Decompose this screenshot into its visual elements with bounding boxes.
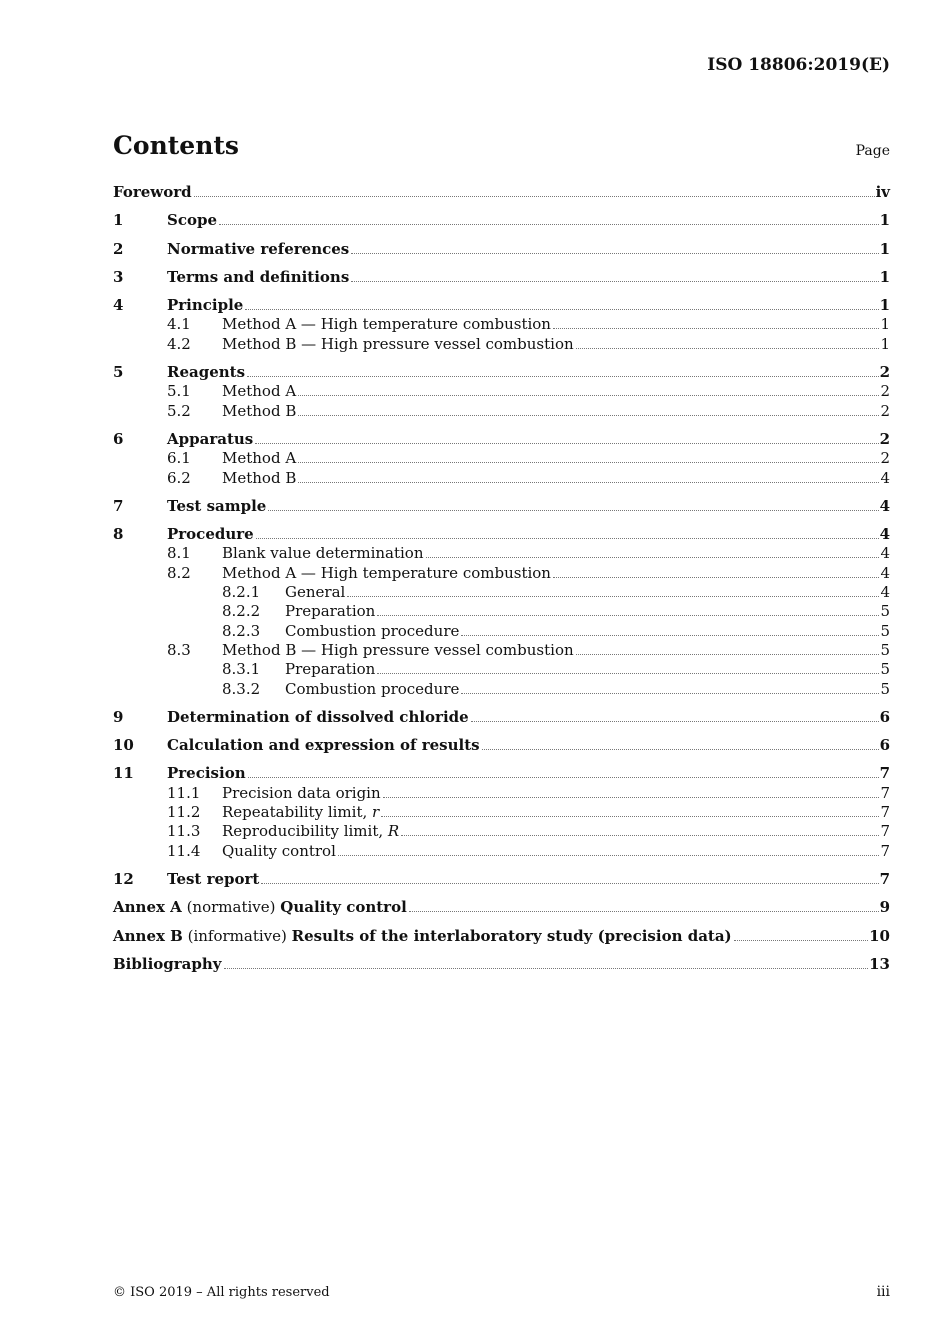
- toc-entry-title: Repeatability limit, r: [222, 803, 380, 822]
- toc-entry-number: 8.2.3: [222, 621, 261, 640]
- toc-entry-number: 5: [113, 363, 124, 382]
- toc-entry-page: 2: [880, 449, 890, 468]
- toc-entry-page: 5: [880, 602, 890, 621]
- toc-entry[interactable]: [113, 240, 890, 259]
- dot-leader: [224, 967, 869, 969]
- toc-entry[interactable]: [113, 402, 890, 421]
- toc-entry-title: Reagents: [167, 363, 246, 382]
- toc-entry-number: 8.3.1: [222, 660, 261, 679]
- dot-leader: [298, 481, 879, 483]
- toc-entry-number: 11.3: [167, 822, 201, 841]
- toc-entry-page: 2: [879, 429, 890, 448]
- toc-entry-page: 4: [879, 525, 890, 544]
- dot-leader: [383, 796, 880, 798]
- toc-entry[interactable]: [113, 708, 890, 727]
- toc-entry-number: 1: [113, 211, 124, 230]
- toc-entry[interactable]: [113, 525, 890, 544]
- toc-entry[interactable]: [113, 602, 890, 621]
- toc-entry-title: Apparatus: [167, 429, 254, 448]
- toc-entry-page: 10: [869, 926, 890, 945]
- dot-leader: [338, 854, 880, 856]
- toc-entry-title: Principle: [167, 296, 244, 315]
- dot-leader: [194, 195, 875, 197]
- contents-heading: Contents: [113, 131, 240, 160]
- toc-entry-page: 4: [880, 544, 890, 563]
- toc-entry[interactable]: [113, 268, 890, 287]
- toc-entry[interactable]: [113, 382, 890, 401]
- toc-entry-title: Method B: [222, 401, 297, 420]
- toc-entry-number: 11.4: [167, 841, 201, 860]
- toc-entry-page: iv: [875, 183, 890, 201]
- dot-leader: [576, 653, 880, 655]
- toc-entry[interactable]: [113, 927, 890, 946]
- dot-leader: [248, 776, 879, 778]
- toc-entry-title: Method A: [222, 382, 297, 401]
- toc-entry-title: Method A: [222, 449, 297, 468]
- dot-leader: [261, 882, 878, 884]
- toc-entry[interactable]: [113, 544, 890, 563]
- toc-entry[interactable]: [113, 955, 890, 974]
- dot-leader: [409, 910, 879, 912]
- toc-entry[interactable]: [113, 660, 890, 679]
- toc-entry-title: Preparation: [285, 602, 376, 621]
- toc-entry-page: 4: [880, 563, 890, 582]
- toc-entry-number: 5.2: [167, 401, 191, 420]
- toc-entry[interactable]: [113, 764, 890, 783]
- toc-entry[interactable]: [113, 622, 890, 641]
- copyright-notice: © ISO 2019 – All rights reserved: [113, 1285, 330, 1300]
- toc-entry[interactable]: [113, 641, 890, 660]
- toc-entry-number: 2: [113, 239, 124, 258]
- toc-entry[interactable]: [113, 564, 890, 583]
- toc-entry-number: 8: [113, 525, 124, 544]
- toc-entry-title: Scope: [167, 211, 218, 230]
- toc-entry-page: 5: [880, 660, 890, 679]
- toc-entry-page: 7: [880, 803, 890, 822]
- dot-leader: [351, 252, 878, 254]
- page-column-label: Page: [855, 143, 890, 159]
- toc-entry-page: 5: [880, 679, 890, 698]
- toc-entry[interactable]: [113, 183, 890, 202]
- toc-entry-number: 8.1: [167, 544, 191, 563]
- toc-entry-page: 7: [880, 822, 890, 841]
- dot-leader: [245, 308, 878, 310]
- toc-entry-number: 11.1: [167, 783, 201, 802]
- dot-leader: [426, 556, 880, 558]
- toc-entry-title: Method B — High pressure vessel combustion: [222, 640, 574, 659]
- toc-entry-page: 5: [880, 640, 890, 659]
- dot-leader: [347, 595, 879, 597]
- dot-leader: [461, 692, 879, 694]
- toc-entry[interactable]: [113, 842, 890, 861]
- dot-leader: [268, 509, 878, 511]
- toc-entry-number: 6.1: [167, 449, 191, 468]
- toc-entry-page: 4: [879, 496, 890, 515]
- toc-entry-page: 1: [880, 334, 890, 353]
- document-id: ISO 18806:2019(E): [707, 55, 890, 75]
- dot-leader: [219, 223, 879, 225]
- dot-leader: [377, 614, 879, 616]
- toc-entry-page: 2: [879, 363, 890, 382]
- toc-entry[interactable]: [113, 898, 890, 917]
- dot-leader: [377, 672, 879, 674]
- toc-entry-title: Reproducibility limit, R: [222, 822, 400, 841]
- toc-entry-title: Normative references: [167, 239, 350, 258]
- toc-entry-page: 1: [879, 296, 890, 315]
- toc-entry-page: 6: [879, 707, 890, 726]
- toc-entry[interactable]: [113, 680, 890, 699]
- toc-entry[interactable]: [113, 335, 890, 354]
- toc-entry[interactable]: [113, 803, 890, 822]
- dot-leader: [553, 576, 879, 578]
- dot-leader: [255, 442, 878, 444]
- toc-entry-page: 13: [869, 954, 890, 973]
- toc-entry-number: 3: [113, 267, 124, 286]
- toc-entry-title: Method A — High temperature combustion: [222, 563, 551, 582]
- toc-entry-title: Annex B (informative) Results of the interlaboratory study (precision data): [113, 926, 732, 945]
- toc-entry[interactable]: [113, 822, 890, 841]
- toc-entry-page: 6: [879, 736, 890, 755]
- toc-entry-number: 8.2: [167, 563, 191, 582]
- toc-entry[interactable]: [113, 736, 890, 755]
- dot-leader: [576, 347, 880, 349]
- toc-entry-title: Procedure: [167, 525, 254, 544]
- toc-entry-page: 7: [880, 783, 890, 802]
- toc-entry-title: Annex A (normative) Quality control: [113, 898, 407, 917]
- toc-entry-number: 4: [113, 296, 124, 315]
- dot-leader: [256, 537, 879, 539]
- toc-entry[interactable]: [113, 211, 890, 230]
- dot-leader: [734, 939, 868, 941]
- toc-entry-number: 8.3: [167, 640, 191, 659]
- toc-entry-title: Determination of dissolved chloride: [167, 707, 469, 726]
- toc-entry-title: Combustion procedure: [285, 621, 460, 640]
- toc-entry-number: 8.2.2: [222, 602, 261, 621]
- toc-entry-title: Combustion procedure: [285, 679, 460, 698]
- dot-leader: [471, 720, 879, 722]
- toc-entry-number: 8.2.1: [222, 583, 261, 602]
- toc-entry-number: 12: [113, 869, 134, 888]
- toc-entry-title: Bibliography: [113, 954, 222, 973]
- dot-leader: [553, 327, 879, 329]
- toc-entry[interactable]: [113, 449, 890, 468]
- toc-entry[interactable]: [113, 363, 890, 382]
- toc-entry-page: 7: [879, 764, 890, 783]
- toc-entry-page: 2: [880, 401, 890, 420]
- toc-entry-page: 7: [880, 841, 890, 860]
- dot-leader: [298, 394, 879, 396]
- toc-entry[interactable]: [113, 497, 890, 516]
- toc-entry-title: Preparation: [285, 660, 376, 679]
- dot-leader: [298, 414, 879, 416]
- toc-entry-page: 1: [879, 267, 890, 286]
- toc-entry-page: 7: [879, 869, 890, 888]
- toc-entry-title: Method A — High temperature combustion: [222, 315, 551, 334]
- toc-entry-number: 7: [113, 496, 124, 515]
- toc-entry-title: Quality control: [222, 841, 336, 860]
- toc-entry-title: Test sample: [167, 496, 267, 515]
- toc-entry[interactable]: [113, 870, 890, 889]
- toc-entry-page: 9: [879, 898, 890, 917]
- dot-leader: [351, 280, 878, 282]
- toc-entry-title: Precision data origin: [222, 783, 381, 802]
- toc-entry-page: 4: [880, 583, 890, 602]
- dot-leader: [482, 748, 879, 750]
- toc-entry[interactable]: [113, 469, 890, 488]
- toc-entry-title: Test report: [167, 869, 260, 888]
- toc-entry-title: Calculation and expression of results: [167, 736, 480, 755]
- toc-entry-page: 1: [880, 315, 890, 334]
- toc-entry-page: 1: [879, 211, 890, 230]
- toc-entry-title: Foreword: [113, 183, 192, 201]
- page-number: iii: [876, 1284, 890, 1300]
- toc-entry-page: 1: [879, 239, 890, 258]
- toc-entry[interactable]: [113, 296, 890, 315]
- table-of-contents: [113, 183, 890, 974]
- toc-entry-number: 5.1: [167, 382, 191, 401]
- toc-entry[interactable]: [113, 315, 890, 334]
- toc-entry-number: 6: [113, 429, 124, 448]
- toc-entry-title: Method B — High pressure vessel combustion: [222, 334, 574, 353]
- toc-entry-number: 11: [113, 764, 134, 783]
- dot-leader: [381, 815, 879, 817]
- toc-entry-number: 9: [113, 707, 124, 726]
- toc-entry-page: 4: [880, 468, 890, 487]
- toc-entry-number: 4.2: [167, 334, 191, 353]
- toc-entry-title: Method B: [222, 468, 297, 487]
- toc-entry-number: 6.2: [167, 468, 191, 487]
- toc-entry-number: 11.2: [167, 803, 201, 822]
- dot-leader: [247, 375, 879, 377]
- toc-entry[interactable]: [113, 784, 890, 803]
- toc-entry-page: 5: [880, 621, 890, 640]
- toc-entry-number: 4.1: [167, 315, 191, 334]
- toc-entry-page: 2: [880, 382, 890, 401]
- toc-entry-title: Precision: [167, 764, 246, 783]
- dot-leader: [461, 634, 879, 636]
- dot-leader: [401, 834, 879, 836]
- toc-entry[interactable]: [113, 430, 890, 449]
- toc-entry-title: Blank value determination: [222, 544, 424, 563]
- toc-entry[interactable]: [113, 583, 890, 602]
- toc-entry-number: 8.3.2: [222, 679, 261, 698]
- toc-entry-number: 10: [113, 736, 134, 755]
- toc-entry-title: Terms and definitions: [167, 267, 350, 286]
- toc-entry-title: General: [285, 583, 346, 602]
- dot-leader: [298, 461, 879, 463]
